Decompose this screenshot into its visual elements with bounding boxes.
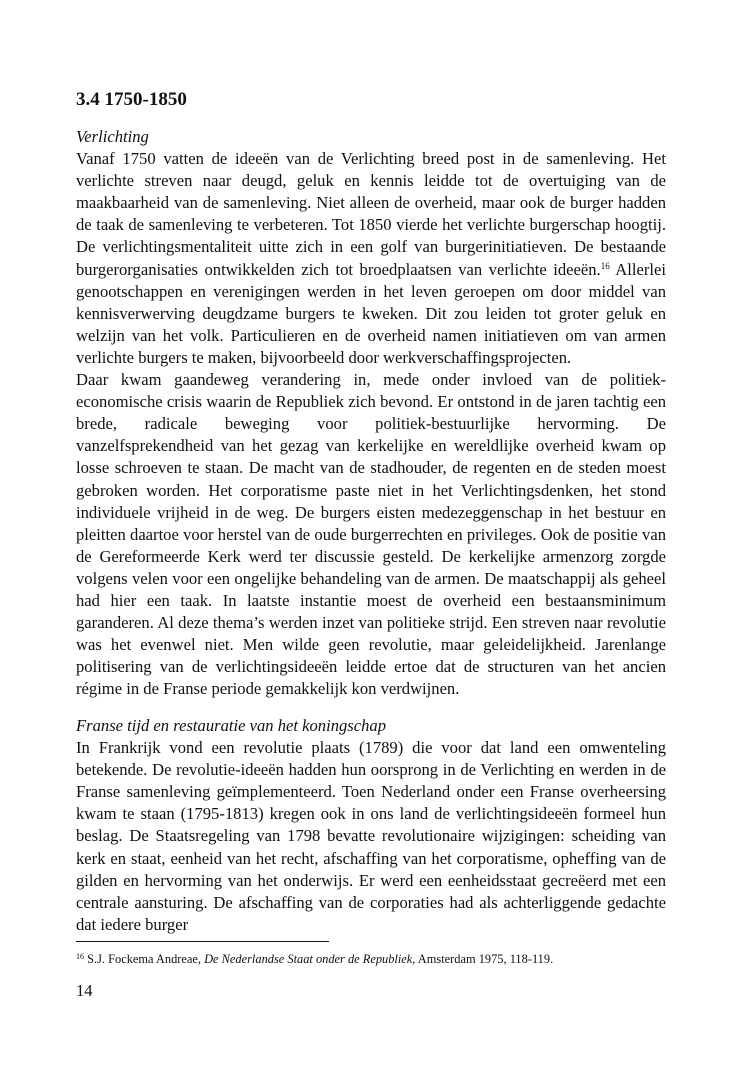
footnote-reference[interactable]: 16	[600, 260, 610, 271]
subheading-verlichting: Verlichting	[76, 127, 149, 146]
footnote-number: 16	[76, 952, 84, 961]
page-number: 14	[76, 981, 93, 1000]
footnote-divider	[76, 941, 329, 942]
footnote-title: De Nederlandse Staat onder de Republiek	[204, 952, 413, 966]
subheading-franse-tijd: Franse tijd en restauratie van het koningschap	[76, 716, 387, 735]
paragraph: In Frankrijk vond een revolutie plaats (1789) die voor dat land een omwenteling betekende. De revolutie-ideeën hadden hun oorsprong in de Verlichting en werden in de Franse samenleving geïmplementeerd. Toen Nederland onder een Franse overheersing kwam te staan (1795-1813) kregen ook in ons land de verlichtingsideeën formeel hun beslag. De Staatsregeling van 1798 bevatte revolutionaire wijzigingen: scheiding van kerk en staat, eenheid van het recht, afschaffing van het corporatisme, opheffing van de gilden en hervorming van het onderwijs. Er werd een eenheidsstaat gecreëerd met een centrale aansturing. De afschaffing van de corporaties had als achterliggende gedachte dat iedere burger	[76, 738, 666, 934]
section-title: 3.4 1750-1850	[76, 89, 187, 110]
footnote-text: , Amsterdam 1975, 118-119.	[412, 952, 554, 966]
section-franse-tijd	[76, 715, 666, 936]
footnote	[76, 951, 666, 967]
section-verlichting	[76, 126, 666, 700]
footnote-text: S.J. Fockema Andreae,	[84, 952, 205, 966]
paragraph-text: Allerlei genootschappen en verenigingen werden in het leven geroepen om door middel van kennisverwerving deugdzame burgers te kweken. Dit zou leiden tot groter geluk en welzijn van het volk. Particulieren en de overheid namen initiatieven om van armen verlichte burgers te maken, bijvoorbeeld door werkverschaffingsprojecten.	[76, 259, 666, 367]
paragraph-text: Vanaf 1750 vatten de ideeën van de Verlichting breed post in de samenleving. Het verlichte streven naar deugd, geluk en kennis leidde tot de overtuiging van de maakbaarheid van de samenleving. Niet alleen de overheid, maar ook de burger hadden de taak de samenleving te verbeteren. Tot 1850 vierde het verlichte burgerschap hoogtij. De verlichtingsmentaliteit uitte zich in een golf van burgerinitiatieven. De bestaande burgerorganisaties ontwikkelden zich tot broedplaatsen van verlichte ideeën.	[76, 149, 666, 279]
paragraph	[76, 148, 666, 369]
paragraph: Daar kwam gaandeweg verandering in, mede onder invloed van de politiek-economische crisis waarin de Republiek zich bevond. Er ontstond in de jaren tachtig een brede, radicale beweging voor politiek-bestuurlijke hervorming. De vanzelfsprekendheid van het gezag van kerkelijke en wereldlijke overheid kwam op losse schroeven te staan. De macht van de stadhouder, de regenten en de steden moest gebroken worden. Het corporatisme paste niet in het Verlichtingsdenken, het stond individuele vrijheid in de weg. De burgers eisten medezeggenschap in het bestuur en pleitten daartoe voor herstel van de oude burgerrechten en privileges. Ook de positie van de Gereformeerde Kerk werd ter discussie gesteld. De kerkelijke armenzorg zorgde volgens velen voor een ongelijke behandeling van de armen. De maatschappij als geheel had hier een taak. In laatste instantie moest de overheid een bestaansminimum garanderen. Al deze thema’s werden inzet van politieke strijd. Een streven naar revolutie was het evenwel niet. Men wilde geen revolutie, maar geleidelijkheid. Jarenlange politisering van de verlichtingsideeën leidde ertoe dat de structuren van het ancien régime in de Franse periode gemakkelijk kon verdwijnen.	[76, 370, 666, 699]
